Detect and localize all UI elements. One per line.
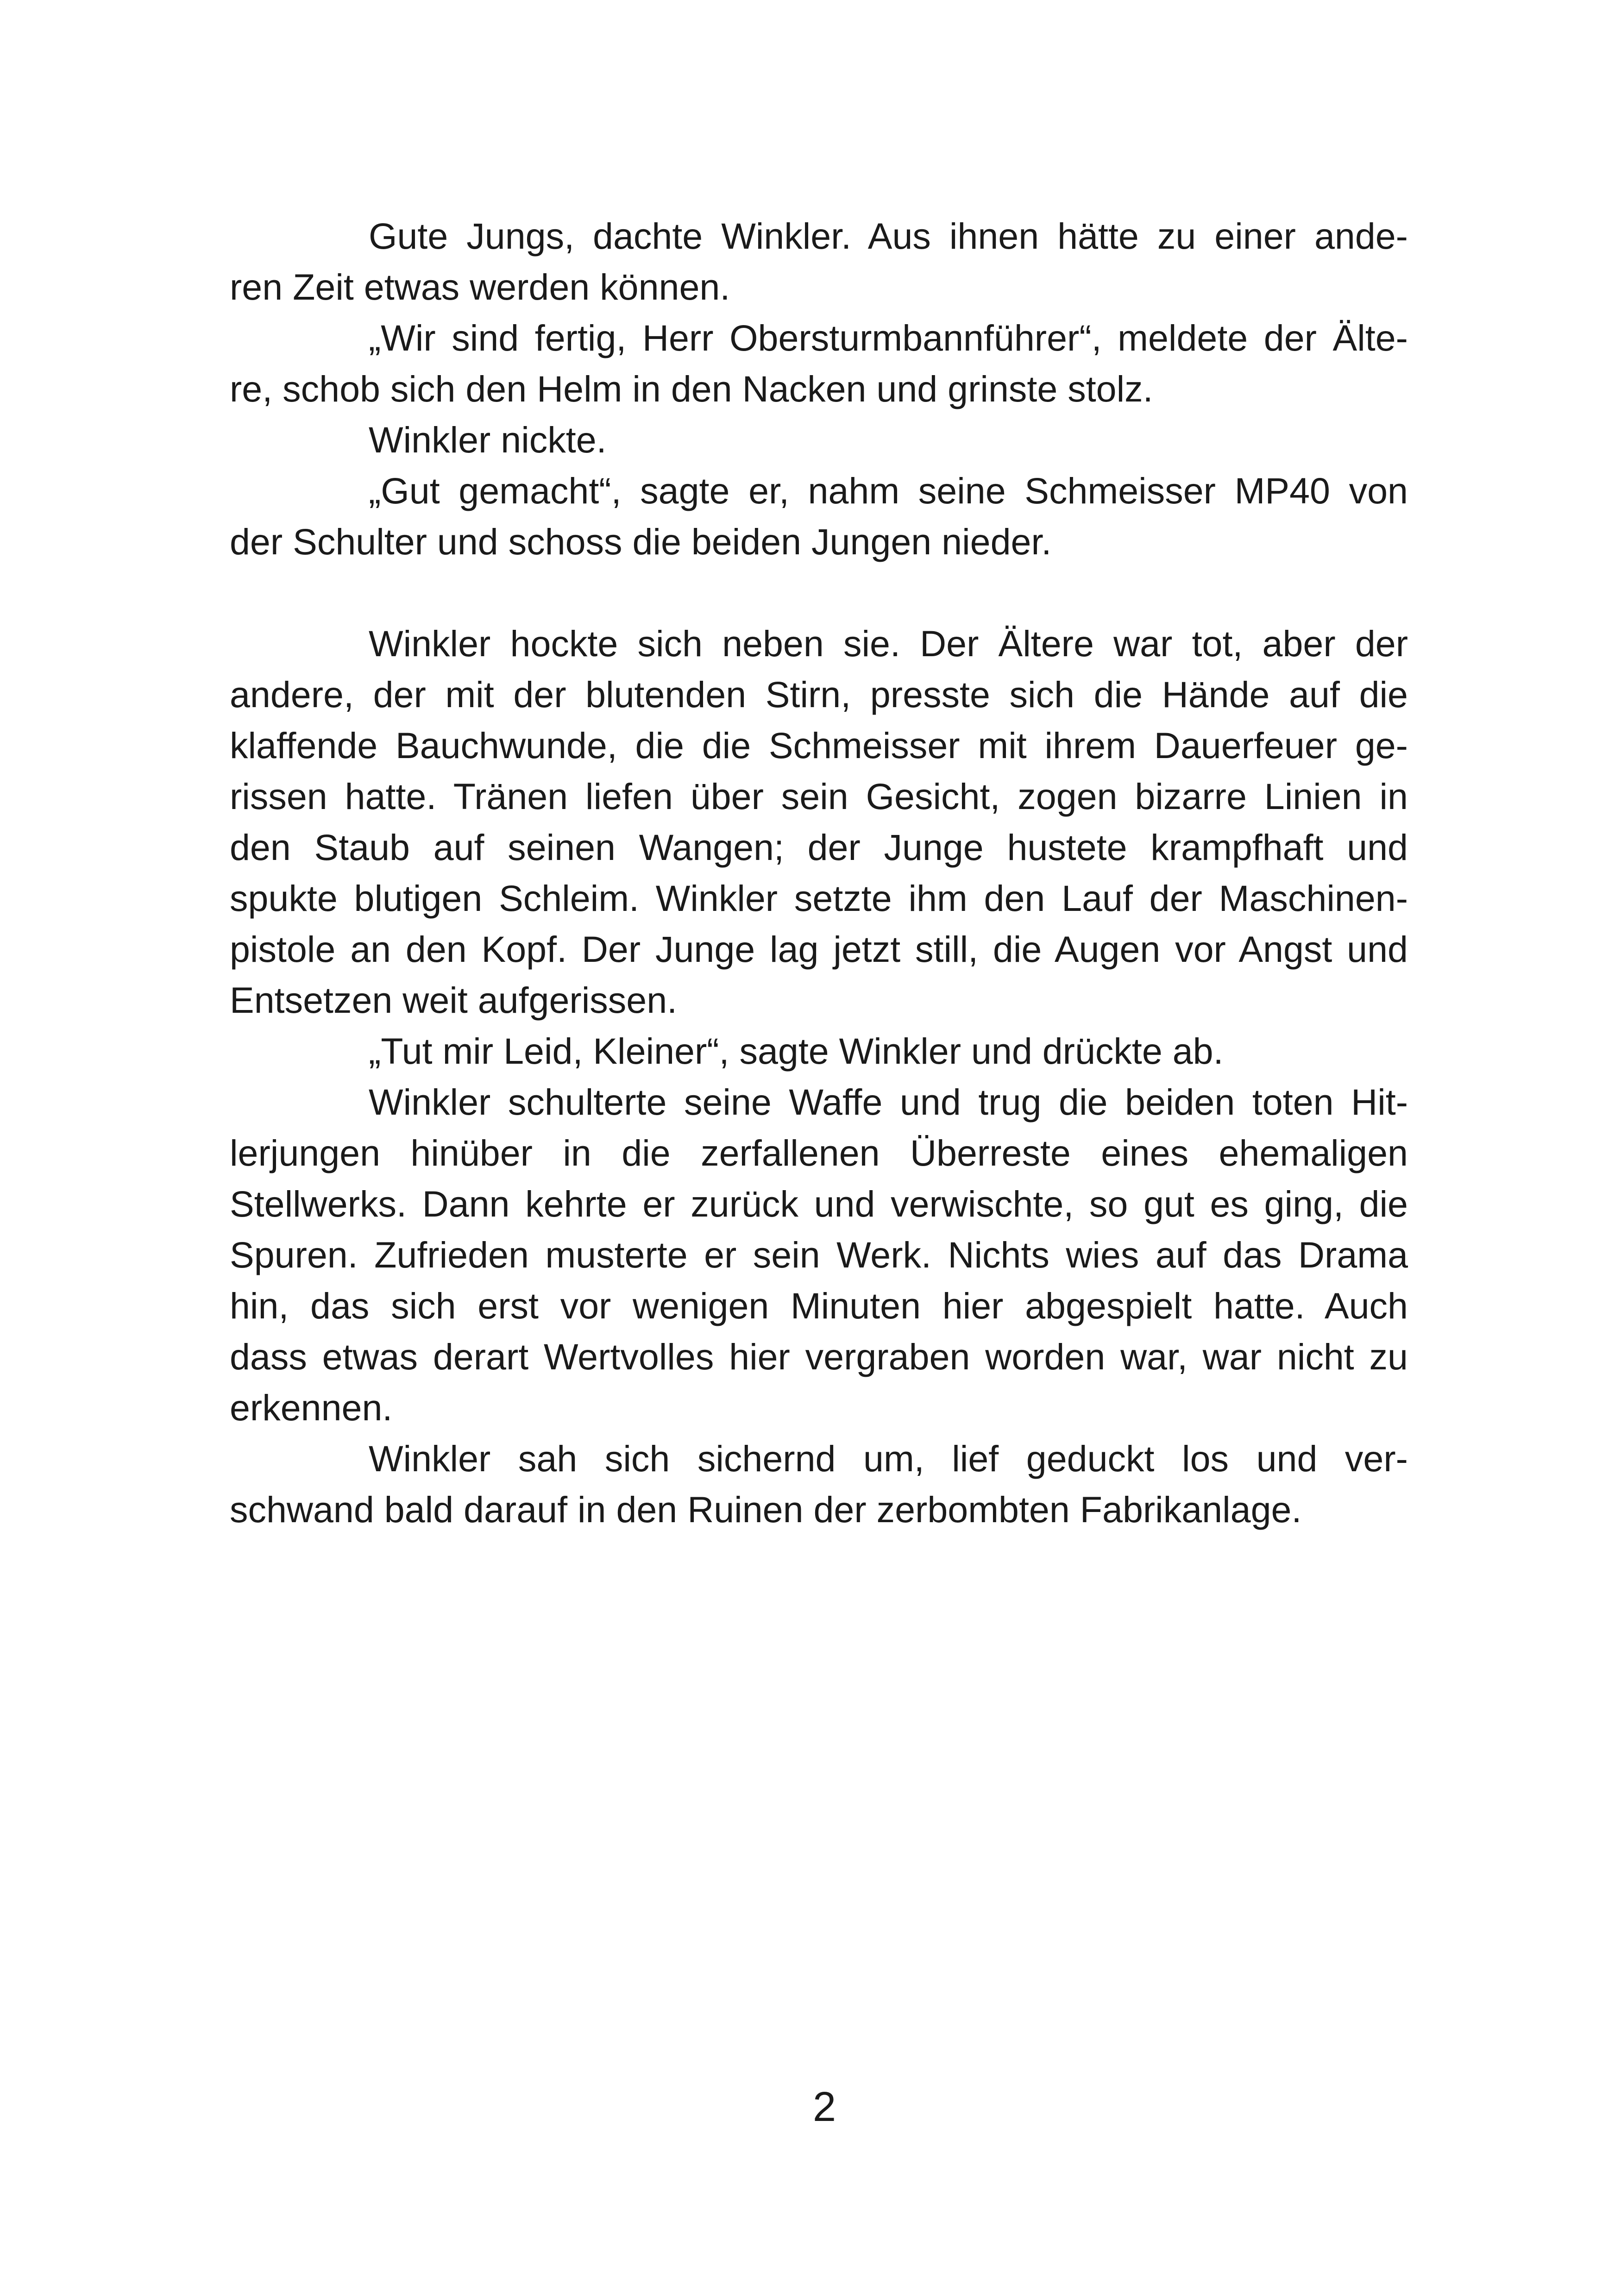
paragraph-7-line-7: erkennen. xyxy=(230,1387,393,1428)
paragraph-4-line-1: „Gut gemacht“, sagte er, nahm seine Schmeisser MP40 von xyxy=(369,470,1408,511)
paragraph-5-line-6: spukte blutigen Schleim. Winkler setzte ihm den Lauf der Maschinen- xyxy=(230,878,1408,919)
paragraph-7-line-1: Winkler schulterte seine Waffe und trug die beiden toten Hit- xyxy=(369,1081,1408,1123)
paragraph-2-line-1: „Wir sind fertig, Herr Obersturmbannführer“, meldete der Älte- xyxy=(369,317,1408,358)
paragraph-2-line-2: re, schob sich den Helm in den Nacken und grinste stolz. xyxy=(230,368,1153,409)
paragraph-7-line-4: Spuren. Zufrieden musterte er sein Werk. Nichts wies auf das Drama xyxy=(230,1234,1408,1275)
paragraph-8-line-1: Winkler sah sich sichernd um, lief geduckt los und ver- xyxy=(369,1438,1408,1479)
paragraph-5-line-3: klaffende Bauchwunde, die die Schmeisser mit ihrem Dauerfeuer ge- xyxy=(230,725,1408,766)
paragraph-5-line-7: pistole an den Kopf. Der Junge lag jetzt still, die Augen vor Angst und xyxy=(230,928,1408,970)
paragraph-7-line-6: dass etwas derart Wertvolles hier vergraben worden war, war nicht zu xyxy=(230,1336,1408,1377)
paragraph-5-line-2: andere, der mit der blutenden Stirn, presste sich die Hände auf die xyxy=(230,674,1408,715)
paragraph-3-line-1: Winkler nickte. xyxy=(369,419,607,460)
paragraph-7-line-5: hin, das sich erst vor wenigen Minuten hier abgespielt hatte. Auch xyxy=(230,1285,1408,1326)
paragraph-5-line-5: den Staub auf seinen Wangen; der Junge hustete krampfhaft und xyxy=(230,827,1408,868)
paragraph-8-line-2: schwand bald darauf in den Ruinen der zerbombten Fabrikanlage. xyxy=(230,1489,1302,1530)
paragraph-1-line-1: Gute Jungs, dachte Winkler. Aus ihnen hätte zu einer ande- xyxy=(369,215,1408,257)
paragraph-7-line-3: Stellwerks. Dann kehrte er zurück und verwischte, so gut es ging, die xyxy=(230,1183,1408,1224)
paragraph-6-line-1: „Tut mir Leid, Kleiner“, sagte Winkler und drückte ab. xyxy=(369,1030,1224,1072)
paragraph-5-line-1: Winkler hockte sich neben sie. Der Ältere war tot, aber der xyxy=(369,623,1408,664)
paragraph-5-line-4: rissen hatte. Tränen liefen über sein Gesicht, zogen bizarre Linien in xyxy=(230,776,1408,817)
page-number: 2 xyxy=(812,2084,836,2130)
paragraph-7-line-2: lerjungen hinüber in die zerfallenen Überreste eines ehemaligen xyxy=(230,1132,1408,1173)
paragraph-1-line-2: ren Zeit etwas werden können. xyxy=(230,266,730,307)
paragraph-5-line-8: Entsetzen weit aufgerissen. xyxy=(230,979,678,1021)
paragraph-4-line-2: der Schulter und schoss die beiden Jungen nieder. xyxy=(230,521,1052,562)
